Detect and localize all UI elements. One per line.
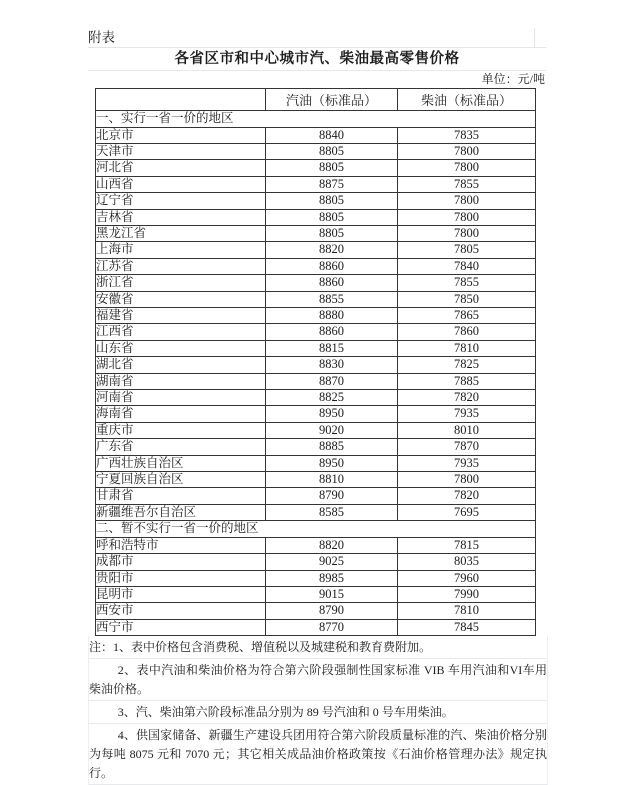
header-row bbox=[96, 89, 536, 111]
region-cell: 湖南省 bbox=[96, 373, 266, 389]
column-header-gasoline: 汽油（标准品） bbox=[266, 89, 398, 111]
price-table-header bbox=[96, 89, 536, 111]
table-row bbox=[96, 127, 536, 143]
diesel-price-cell: 7810 bbox=[398, 340, 536, 356]
diesel-price-cell: 7990 bbox=[398, 586, 536, 602]
table-row bbox=[96, 209, 536, 225]
diesel-price-cell: 8035 bbox=[398, 554, 536, 570]
gasoline-price-cell: 8825 bbox=[266, 390, 398, 406]
table-row bbox=[96, 275, 536, 291]
region-cell: 山西省 bbox=[96, 176, 266, 192]
diesel-price-cell: 7805 bbox=[398, 242, 536, 258]
table-row bbox=[96, 455, 536, 471]
gasoline-price-cell: 9015 bbox=[266, 586, 398, 602]
gasoline-price-cell: 8585 bbox=[266, 504, 398, 520]
diesel-price-cell: 7885 bbox=[398, 373, 536, 389]
note-4: 4、供国家储备、新疆生产建设兵团用符合第六阶段质量标准的汽、柴油价格分别为每吨 8075 元和 7070 元；其它相关成品油价格政策按《石油价格管理办法》规定执行。 bbox=[89, 724, 547, 785]
table-row bbox=[96, 373, 536, 389]
gasoline-price-cell: 8815 bbox=[266, 340, 398, 356]
region-cell: 甘肃省 bbox=[96, 488, 266, 504]
region-cell: 上海市 bbox=[96, 242, 266, 258]
gasoline-price-cell: 8860 bbox=[266, 324, 398, 340]
region-cell: 福建省 bbox=[96, 307, 266, 323]
table-row bbox=[96, 193, 536, 209]
gasoline-price-cell: 8860 bbox=[266, 275, 398, 291]
column-header-region bbox=[96, 89, 266, 111]
region-cell: 贵阳市 bbox=[96, 570, 266, 586]
gasoline-price-cell: 8950 bbox=[266, 406, 398, 422]
diesel-price-cell: 7695 bbox=[398, 504, 536, 520]
gasoline-price-cell: 9020 bbox=[266, 422, 398, 438]
note-1: 注：1、表中价格包含消费税、增值税以及城建税和教育费附加。 bbox=[89, 636, 547, 659]
section-heading-row bbox=[96, 111, 536, 128]
table-row bbox=[96, 258, 536, 274]
table-row bbox=[96, 242, 536, 258]
region-cell: 北京市 bbox=[96, 127, 266, 143]
table-row bbox=[96, 504, 536, 520]
gasoline-price-cell: 8860 bbox=[266, 258, 398, 274]
table-row bbox=[96, 340, 536, 356]
diesel-price-cell: 7815 bbox=[398, 537, 536, 553]
region-cell: 呼和浩特市 bbox=[96, 537, 266, 553]
table-row bbox=[96, 422, 536, 438]
gasoline-price-cell: 8805 bbox=[266, 209, 398, 225]
region-cell: 安徽省 bbox=[96, 291, 266, 307]
region-cell: 新疆维吾尔自治区 bbox=[96, 504, 266, 520]
table-row bbox=[96, 390, 536, 406]
section-heading: 一、实行一省一价的地区 bbox=[96, 111, 536, 128]
table-row bbox=[96, 586, 536, 602]
document-page bbox=[88, 28, 546, 785]
region-cell: 广西壮族自治区 bbox=[96, 455, 266, 471]
gasoline-price-cell: 8805 bbox=[266, 193, 398, 209]
diesel-price-cell: 7825 bbox=[398, 357, 536, 373]
section-heading: 二、暂不实行一省一价的地区 bbox=[96, 521, 536, 538]
gasoline-price-cell: 8805 bbox=[266, 160, 398, 176]
table-row bbox=[96, 406, 536, 422]
gasoline-price-cell: 8885 bbox=[266, 439, 398, 455]
diesel-price-cell: 7865 bbox=[398, 307, 536, 323]
region-cell: 辽宁省 bbox=[96, 193, 266, 209]
diesel-price-cell: 7850 bbox=[398, 291, 536, 307]
table-row bbox=[96, 160, 536, 176]
diesel-price-cell: 7870 bbox=[398, 439, 536, 455]
region-cell: 湖北省 bbox=[96, 357, 266, 373]
gasoline-price-cell: 8950 bbox=[266, 455, 398, 471]
table-row bbox=[96, 176, 536, 192]
gasoline-price-cell: 8840 bbox=[266, 127, 398, 143]
diesel-price-cell: 7935 bbox=[398, 406, 536, 422]
region-cell: 西安市 bbox=[96, 603, 266, 619]
diesel-price-cell: 7800 bbox=[398, 225, 536, 241]
diesel-price-cell: 7820 bbox=[398, 488, 536, 504]
diesel-price-cell: 7960 bbox=[398, 570, 536, 586]
gasoline-price-cell: 8770 bbox=[266, 619, 398, 635]
region-cell: 黑龙江省 bbox=[96, 225, 266, 241]
table-row bbox=[96, 357, 536, 373]
region-cell: 成都市 bbox=[96, 554, 266, 570]
appendix-label: 附表 bbox=[88, 28, 546, 48]
table-row bbox=[96, 225, 536, 241]
region-cell: 江苏省 bbox=[96, 258, 266, 274]
gasoline-price-cell: 9025 bbox=[266, 554, 398, 570]
region-cell: 重庆市 bbox=[96, 422, 266, 438]
diesel-price-cell: 7800 bbox=[398, 160, 536, 176]
table-row bbox=[96, 472, 536, 488]
diesel-price-cell: 7810 bbox=[398, 603, 536, 619]
region-cell: 天津市 bbox=[96, 143, 266, 159]
region-cell: 山东省 bbox=[96, 340, 266, 356]
gasoline-price-cell: 8805 bbox=[266, 143, 398, 159]
table-row bbox=[96, 603, 536, 619]
region-cell: 吉林省 bbox=[96, 209, 266, 225]
diesel-price-cell: 7840 bbox=[398, 258, 536, 274]
region-cell: 江西省 bbox=[96, 324, 266, 340]
diesel-price-cell: 7800 bbox=[398, 472, 536, 488]
diesel-price-cell: 7855 bbox=[398, 275, 536, 291]
gasoline-price-cell: 8985 bbox=[266, 570, 398, 586]
diesel-price-cell: 7800 bbox=[398, 209, 536, 225]
table-row bbox=[96, 439, 536, 455]
table-row bbox=[96, 570, 536, 586]
table-row bbox=[96, 291, 536, 307]
note-2: 2、表中汽油和柴油价格为符合第六阶段强制性国家标准 VIB 车用汽油和VI车用柴油价格。 bbox=[89, 659, 547, 701]
gasoline-price-cell: 8820 bbox=[266, 537, 398, 553]
region-cell: 河北省 bbox=[96, 160, 266, 176]
region-cell: 西宁市 bbox=[96, 619, 266, 635]
gasoline-price-cell: 8830 bbox=[266, 357, 398, 373]
gasoline-price-cell: 8870 bbox=[266, 373, 398, 389]
section-heading-row bbox=[96, 521, 536, 538]
diesel-price-cell: 7935 bbox=[398, 455, 536, 471]
note-3: 3、汽、柴油第六阶段标准品分别为 89 号汽油和 0 号车用柴油。 bbox=[89, 701, 547, 724]
gasoline-price-cell: 8805 bbox=[266, 225, 398, 241]
diesel-price-cell: 8010 bbox=[398, 422, 536, 438]
gasoline-price-cell: 8810 bbox=[266, 472, 398, 488]
price-table bbox=[95, 88, 536, 636]
region-cell: 昆明市 bbox=[96, 586, 266, 602]
gasoline-price-cell: 8880 bbox=[266, 307, 398, 323]
table-row bbox=[96, 488, 536, 504]
region-cell: 海南省 bbox=[96, 406, 266, 422]
diesel-price-cell: 7800 bbox=[398, 193, 536, 209]
gasoline-price-cell: 8820 bbox=[266, 242, 398, 258]
diesel-price-cell: 7800 bbox=[398, 143, 536, 159]
region-cell: 河南省 bbox=[96, 390, 266, 406]
region-cell: 浙江省 bbox=[96, 275, 266, 291]
gasoline-price-cell: 8790 bbox=[266, 488, 398, 504]
diesel-price-cell: 7845 bbox=[398, 619, 536, 635]
unit-label: 单位：元/吨 bbox=[481, 72, 545, 86]
gasoline-price-cell: 8855 bbox=[266, 291, 398, 307]
notes-section bbox=[88, 636, 548, 785]
diesel-price-cell: 7860 bbox=[398, 324, 536, 340]
table-row bbox=[96, 554, 536, 570]
column-header-diesel: 柴油（标准品） bbox=[398, 89, 536, 111]
table-row bbox=[96, 537, 536, 553]
price-table-body bbox=[96, 111, 536, 636]
table-row bbox=[96, 143, 536, 159]
region-cell: 广东省 bbox=[96, 439, 266, 455]
diesel-price-cell: 7855 bbox=[398, 176, 536, 192]
page-title: 各省区市和中心城市汽、柴油最高零售价格 bbox=[88, 48, 546, 71]
region-cell: 宁夏回族自治区 bbox=[96, 472, 266, 488]
gasoline-price-cell: 8790 bbox=[266, 603, 398, 619]
diesel-price-cell: 7835 bbox=[398, 127, 536, 143]
diesel-price-cell: 7820 bbox=[398, 390, 536, 406]
table-row bbox=[96, 307, 536, 323]
table-row bbox=[96, 324, 536, 340]
gasoline-price-cell: 8875 bbox=[266, 176, 398, 192]
table-row bbox=[96, 619, 536, 635]
